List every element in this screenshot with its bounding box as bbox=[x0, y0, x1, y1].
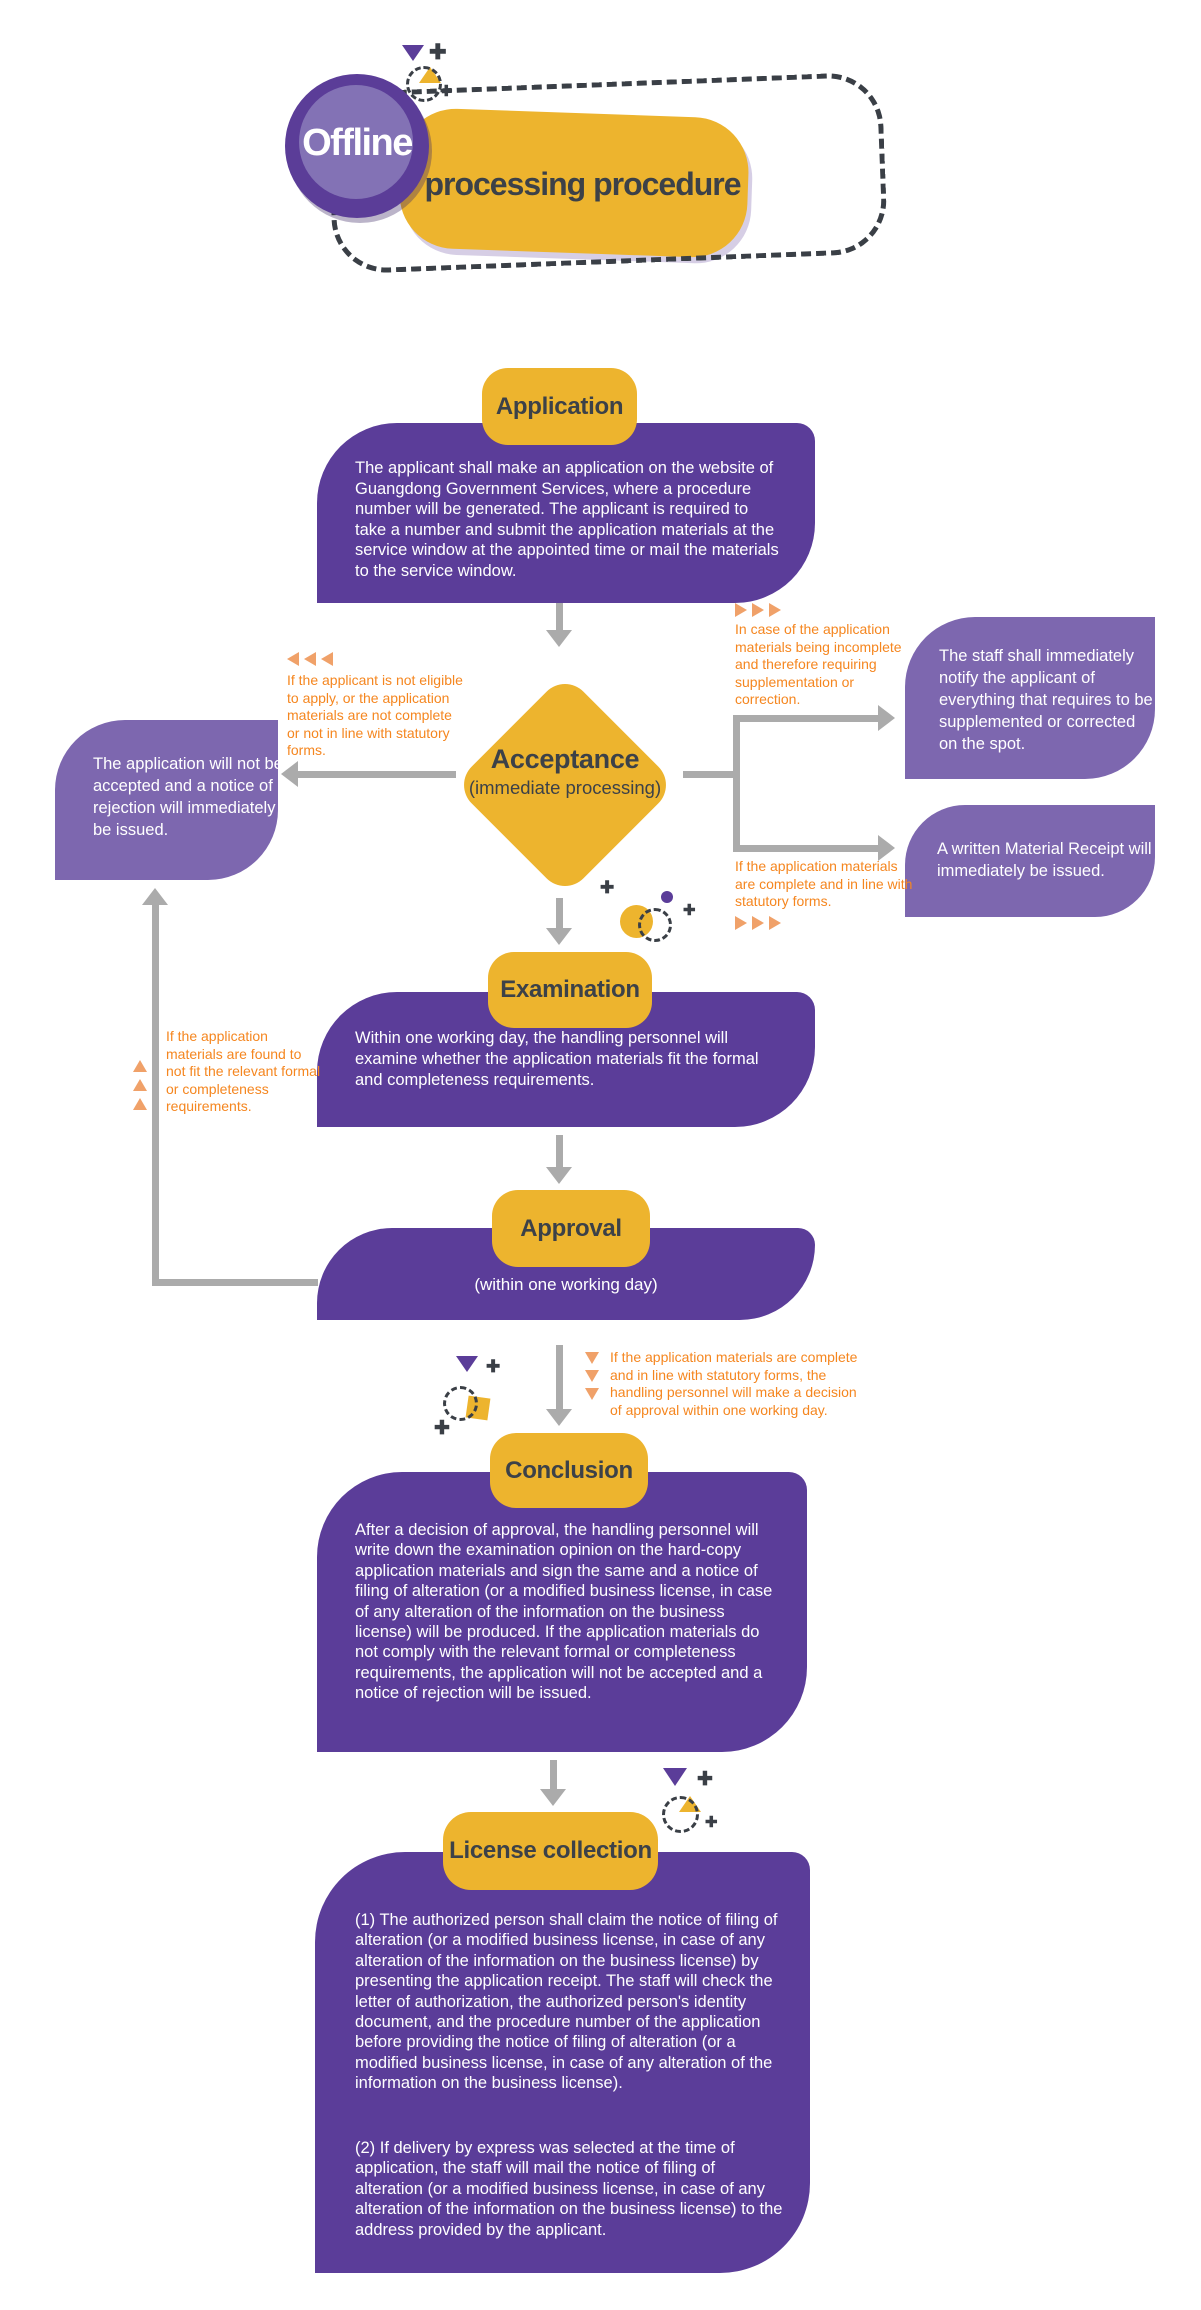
examination-body: Within one working day, the handling personnel will examine whether the application materials fit the formal and completeness requirements. bbox=[355, 1029, 759, 1089]
license-para1: (1) The authorized person shall claim the notice of filing of alteration (or a modified business license, in case of any alteration of the information on the business license) by presenting the application receipt. The staff will check the letter of authorization, the authorized person's identity document, and the procedure number of the application before providing the notice of filing of alteration (or a modified business license, in case of any alteration of the information on the business license). bbox=[355, 1911, 778, 2093]
application-body: The applicant shall make an application on the website of Guangdong Government Services, where a procedure number will be generated. The applicant is required to take a number and submit the application materials at the service window at the appointed time or mail the materials to the service window. bbox=[355, 459, 779, 580]
note-incomplete: In case of the application materials being incomplete and therefore requiring supplementation or correction. bbox=[735, 621, 902, 707]
dashed-circle-icon bbox=[443, 1386, 478, 1421]
plus-icon: ✚ bbox=[683, 902, 696, 919]
plus-icon: ✚ bbox=[697, 1769, 713, 1790]
examination-label: Examination bbox=[488, 952, 652, 1028]
purple-triangle-icon bbox=[663, 1768, 687, 1786]
plus-icon: ✚ bbox=[429, 41, 447, 64]
acceptance-label: Acceptance bbox=[490, 744, 640, 774]
title-banner-text: processing procedure bbox=[424, 166, 741, 202]
right-arrows-icon bbox=[735, 603, 781, 617]
title-circle-word: Offline bbox=[302, 122, 412, 164]
note-not-eligible: If the applicant is not eligible to apply, or the application materials are not complete or not in line with statutory forms. bbox=[287, 672, 463, 758]
note-complete-in-line: If the application materials are complete and in line with statutory forms. bbox=[735, 858, 913, 909]
plus-icon: ✚ bbox=[600, 878, 615, 897]
purple-triangle-icon bbox=[456, 1356, 478, 1372]
dashed-circle-icon bbox=[662, 1796, 699, 1833]
purple-dot-icon bbox=[661, 891, 673, 903]
application-label: Application bbox=[482, 368, 637, 445]
dashed-circle-icon bbox=[406, 66, 442, 102]
license-label: License collection bbox=[443, 1812, 658, 1890]
right-arrows-icon bbox=[735, 916, 781, 930]
license-para2: (2) If delivery by express was selected at the time of application, the staff will mail the notice of filing of alteration (or a modified business license, in case of any alteration of the information on the business license) to the address provided by the applicant. bbox=[355, 2139, 783, 2239]
dashed-circle-icon bbox=[638, 908, 672, 942]
approval-body: (within one working day) bbox=[474, 1275, 658, 1294]
plus-icon: ✚ bbox=[486, 1357, 501, 1376]
down-arrows-icon bbox=[585, 1352, 599, 1400]
acceptance-subtitle: (immediate processing) bbox=[468, 777, 662, 798]
conclusion-body: After a decision of approval, the handling personnel will write down the examination opinion on the hard-copy application materials and sign the same and a notice of filing of alteration (or a modified business license, in case of any alteration of the information on the business license) will be produced. If the application materials do not comply with the relevant formal or completeness requirements, the application will not be accepted and a notice of rejection will be issued. bbox=[355, 1521, 773, 1703]
purple-triangle-icon bbox=[402, 45, 424, 61]
note-approval-decision: If the application materials are complete and in line with statutory forms, the handling personnel will make a decision of approval within one working day. bbox=[610, 1349, 858, 1418]
plus-icon: ✚ bbox=[440, 83, 453, 100]
receipt-text: A written Material Receipt will immediately be issued. bbox=[937, 840, 1152, 880]
rejection-text: The application will not be accepted and a notice of rejection will immediately be issued. bbox=[93, 755, 283, 839]
plus-icon: ✚ bbox=[434, 1418, 450, 1439]
acceptance-text bbox=[455, 744, 675, 799]
conclusion-label: Conclusion bbox=[490, 1433, 648, 1508]
note-not-fit: If the application materials are found to not fit the relevant formal or completeness requirements. bbox=[166, 1028, 321, 1114]
approval-label: Approval bbox=[492, 1190, 650, 1267]
up-arrows-icon bbox=[133, 1060, 147, 1110]
notify-text: The staff shall immediately notify the applicant of everything that requires to be supplemented or corrected on the spot. bbox=[939, 647, 1153, 753]
left-arrows-icon bbox=[287, 652, 333, 666]
plus-icon: ✚ bbox=[705, 1814, 718, 1831]
title-circle bbox=[285, 74, 429, 218]
